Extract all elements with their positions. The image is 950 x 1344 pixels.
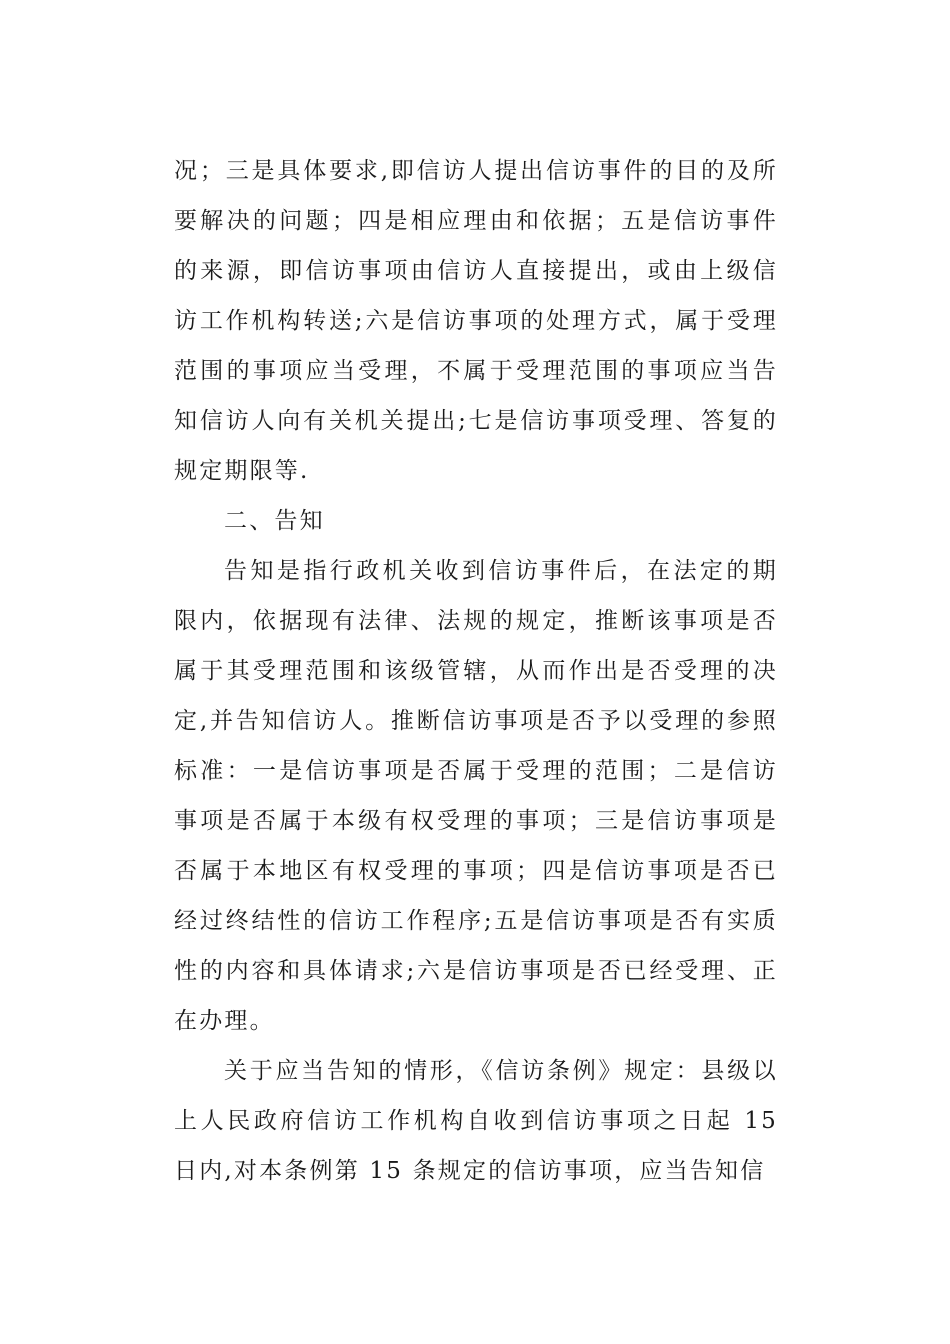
paragraph-notification-definition: 告知是指行政机关收到信访事件后，在法定的期限内，依据现有法律、法规的规定，推断该事项是否属于其受理范围和该级管辖，从而作出是否受理的决定,并告知信访人。推断信访事项是否予以受理的参照标准：一是信访事项是否属于受理的范围；二是信访事项是否属于本级有权受理的事项；三是信访事项是否属于本地区有权受理的事项；四是信访事项是否已经过终结性的信访工作程序;五是信访事项是否有实质性的内容和具体请求;六是信访事项是否已经受理、正在办理。 (174, 558, 778, 1034)
paragraph-continuation: 况；三是具体要求,即信访人提出信访事件的目的及所要解决的问题；四是相应理由和依据；五是信访事件的来源，即信访事项由信访人直接提出，或由上级信访工作机构转送;六是信访事项的处理方式，属于受理范围的事项应当受理，不属于受理范围的事项应当告知信访人向有关机关提出;七是信访事项受理、答复的规定期限等. (174, 158, 778, 484)
paragraph-notification-cases: 关于应当告知的情形，《信访条例》规定：县级以上人民政府信访工作机构自收到信访事项之日起 15 日内,对本条例第 15 条规定的信访事项，应当告知信 (174, 1058, 778, 1184)
document-page (174, 146, 778, 1196)
section-heading: 二、告知 (224, 508, 325, 534)
